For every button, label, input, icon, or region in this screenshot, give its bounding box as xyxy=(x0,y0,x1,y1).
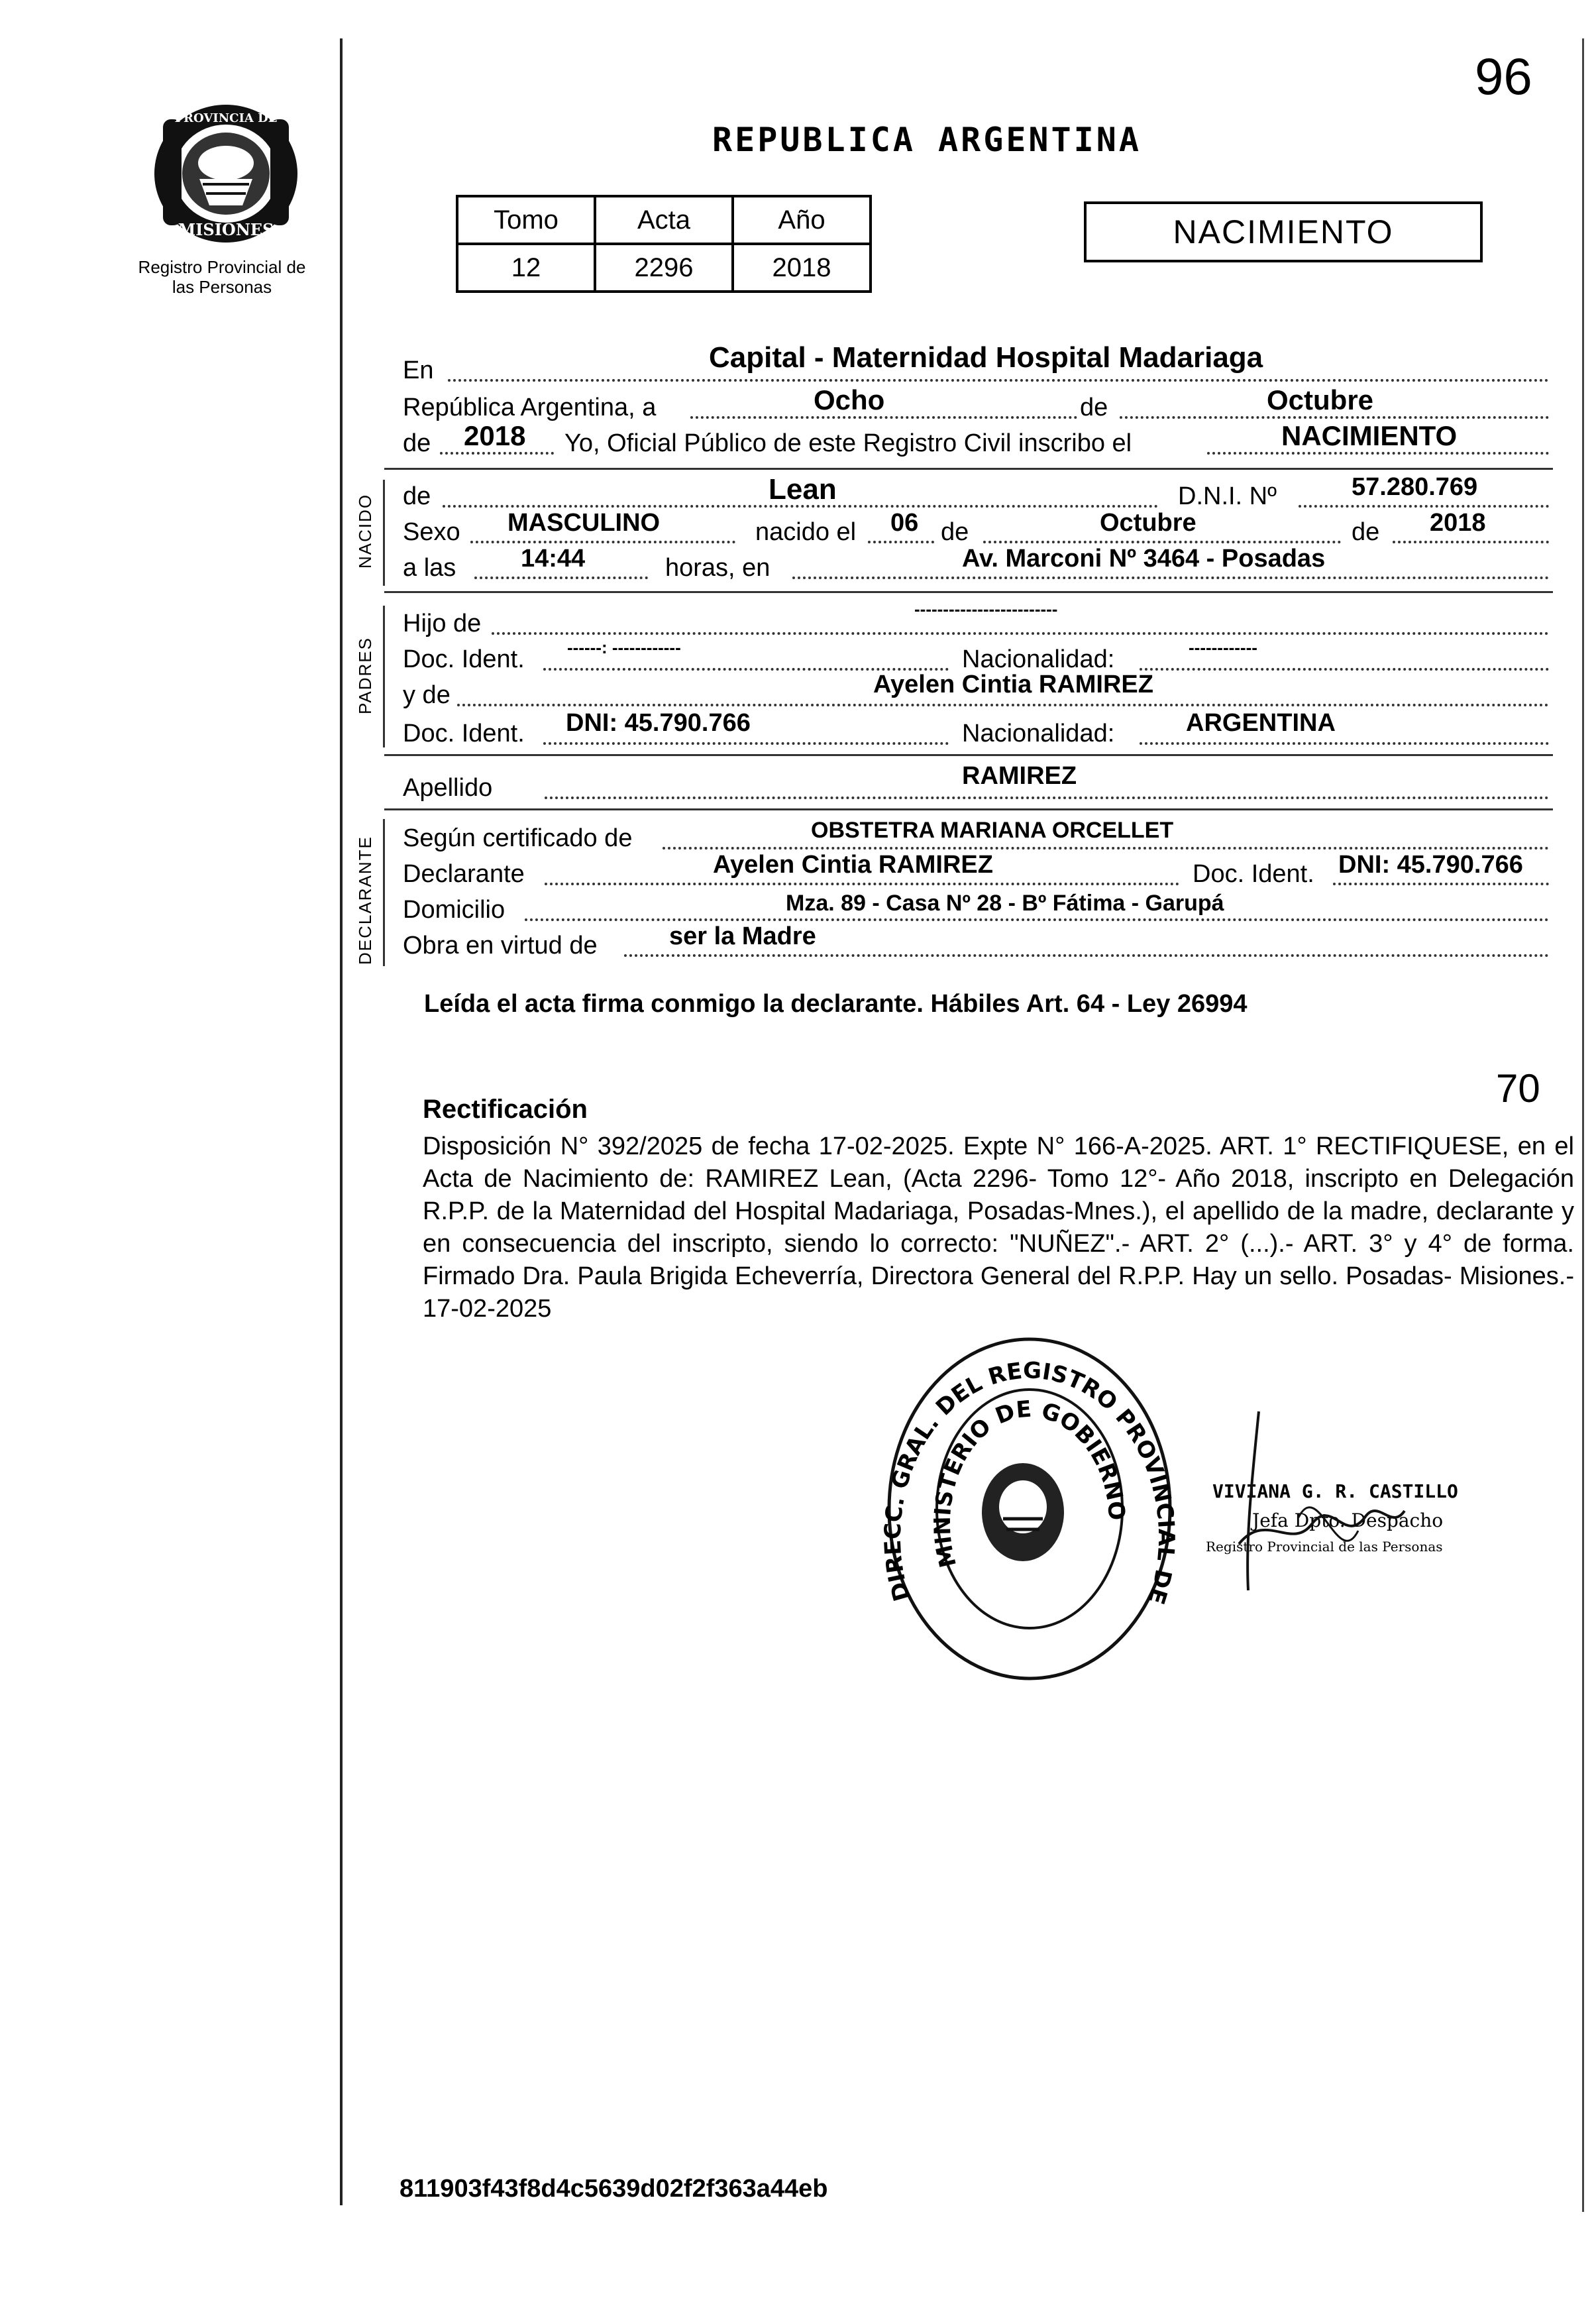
father-value: ------------------------- xyxy=(914,599,1058,619)
right-margin-line xyxy=(1582,38,1584,2212)
sexo-value: MASCULINO xyxy=(507,509,661,537)
dotted-line xyxy=(792,577,1549,579)
provincial-seal-icon xyxy=(150,99,302,248)
value-tomo: 12 xyxy=(457,244,595,292)
nacido-label: NACIDO xyxy=(355,493,375,569)
header-tomo: Tomo xyxy=(457,196,595,244)
dotted-line xyxy=(983,541,1341,543)
dotted-line xyxy=(1120,416,1549,419)
birth-place-value: Av. Marconi Nº 3464 - Posadas xyxy=(962,545,1326,573)
dotted-line xyxy=(690,416,1077,419)
rectificacion-body: Disposición N° 392/2025 de fecha 17-02-2025. Expte N° 166-A-2025. ART. 1° RECTIFIQUESE, en el Acta de Nacimiento de: RAMIREZ Lean, (Acta 2296- Tomo 12°- Año 2018, inscripto en Delegación R.P.P. de la Maternidad del Hospital Madariaga, Posadas-Mnes.), el apellido de la madre, declarante y en consecuencia del inscripto, siendo lo correcto: "NUÑEZ".- ART. 2° (...).- ART. 3° y 4° de forma. Firmado Dra. Paula Brigida Echeverría, Directora General del R.P.P. Hay un sello. Posadas- Misiones.- 17-02-2025 xyxy=(423,1132,1574,1323)
domicilio-value: Mza. 89 - Casa Nº 28 - Bº Fátima - Garupá xyxy=(786,891,1224,916)
section-separator xyxy=(384,754,1553,756)
dotted-line xyxy=(1393,541,1549,543)
domicilio-label: Domicilio xyxy=(403,896,505,924)
registry-logo xyxy=(150,99,302,248)
dotted-line xyxy=(545,797,1549,799)
declarante-bracket xyxy=(383,819,385,966)
closing-statement: Leída el acta firma conmigo la declarante. Hábiles Art. 64 - Ley 26994 xyxy=(424,990,1248,1018)
header-acta: Acta xyxy=(595,196,733,244)
dotted-line xyxy=(624,954,1549,957)
obra-value: ser la Madre xyxy=(669,922,816,950)
birth-month-value: Octubre xyxy=(1100,509,1197,537)
nacido-bracket xyxy=(383,480,385,586)
birth-day-value: 06 xyxy=(890,509,919,537)
cert-value: OBSTETRA MARIANA ORCELLET xyxy=(811,818,1174,843)
dotted-line xyxy=(448,379,1549,382)
time-value: 14:44 xyxy=(521,545,586,573)
section-separator xyxy=(384,468,1553,470)
registry-name: Registro Provincial de las Personas xyxy=(138,257,306,297)
record-table xyxy=(456,195,872,293)
nacionalidad-mother-label: Nacionalidad: xyxy=(962,720,1115,747)
dotted-line xyxy=(525,918,1549,921)
dotted-line xyxy=(474,577,648,579)
padres-bracket xyxy=(383,606,385,747)
dotted-line xyxy=(470,541,735,543)
month-value: Octubre xyxy=(1267,384,1374,415)
declarante-label: DECLARANTE xyxy=(355,836,375,965)
republica-label: República Argentina, a xyxy=(403,394,657,421)
left-margin-line xyxy=(340,38,343,2205)
padres-label: PADRES xyxy=(355,637,375,714)
dni-label: D.N.I. Nº xyxy=(1178,482,1277,510)
year-value: 2018 xyxy=(464,420,526,451)
obra-label: Obra en virtud de xyxy=(403,932,598,960)
inscribe-type-value: NACIMIENTO xyxy=(1281,420,1458,451)
father-nat-value: ------------ xyxy=(1189,637,1257,657)
a-las-label: a las xyxy=(403,554,456,582)
de-month-label: de xyxy=(941,518,969,546)
declarante-doc-value: DNI: 45.790.766 xyxy=(1338,851,1523,879)
sexo-label: Sexo xyxy=(403,518,460,546)
stamp-outer-text: DI . GRAL. DEL REGISTRO PROVIN DE xyxy=(884,1357,1175,1608)
value-acta: 2296 xyxy=(595,244,733,292)
dotted-line xyxy=(1299,505,1549,508)
dotted-line xyxy=(1207,452,1549,455)
rectificacion-title: Rectificación xyxy=(423,1095,588,1124)
nacionalidad-label: Nacionalidad: xyxy=(962,645,1115,673)
mother-doc-value: DNI: 45.790.766 xyxy=(566,709,751,737)
birth-year-value: 2018 xyxy=(1430,509,1486,537)
dotted-line xyxy=(545,883,1179,885)
seal-bottom-text: MISIONES xyxy=(178,220,274,239)
dotted-line xyxy=(868,541,934,543)
dotted-line xyxy=(1140,742,1549,745)
mother-nat-value: ARGENTINA xyxy=(1186,709,1336,737)
de-year-label: de xyxy=(403,429,431,457)
child-dni-value: 57.280.769 xyxy=(1352,473,1478,501)
inscribe-text: Yo, Oficial Público de este Registro Civil inscribo el xyxy=(564,429,1132,457)
dotted-line xyxy=(440,452,554,455)
declarante-name-value: Ayelen Cintia RAMIREZ xyxy=(713,851,993,879)
dotted-line xyxy=(492,632,1549,635)
cert-label: Según certificado de xyxy=(403,824,633,852)
section-separator xyxy=(384,808,1553,810)
record-type-box: NACIMIENTO xyxy=(1084,201,1483,262)
doc-ident-mother-label: Doc. Ident. xyxy=(403,720,525,747)
de-label: de xyxy=(1080,394,1108,421)
apellido-value: RAMIREZ xyxy=(962,762,1077,790)
signer-org: Registro Provincial de las Personas xyxy=(1206,1539,1443,1555)
father-doc-value: ------: ------------ xyxy=(567,637,681,657)
de-year2-label: de xyxy=(1352,518,1380,546)
dotted-line xyxy=(543,742,949,745)
mother-value: Ayelen Cintia RAMIREZ xyxy=(873,671,1153,698)
day-words-value: Ocho xyxy=(814,384,885,415)
header-ano: Año xyxy=(733,196,871,244)
seal-top-text: PROVINCIA DE xyxy=(174,111,278,125)
signer-name: VIVIANA G. R. CASTILLO xyxy=(1212,1480,1458,1502)
place-value: Capital - Maternidad Hospital Madariaga xyxy=(709,341,1263,374)
dotted-line xyxy=(1333,883,1549,885)
hijo-label: Hijo de xyxy=(403,610,482,637)
declarante-doc-label: Doc. Ident. xyxy=(1193,860,1314,888)
document-title: REPUBLICA ARGENTINA xyxy=(712,121,1142,159)
value-ano: 2018 xyxy=(733,244,871,292)
declarante-name-label: Declarante xyxy=(403,860,525,888)
dotted-line xyxy=(1140,668,1549,671)
child-name-value: Lean xyxy=(769,473,837,506)
nacido-de-label: de xyxy=(403,482,431,510)
official-stamp-icon xyxy=(884,1333,1175,1684)
page-number: 96 xyxy=(1475,47,1532,105)
stamp-inner-text: MINISTERIO DE GOBIERNO xyxy=(929,1396,1130,1570)
official-stamp xyxy=(884,1333,1175,1684)
signature-icon xyxy=(1206,1438,1517,1551)
section-separator xyxy=(384,591,1553,593)
horas-label: horas, en xyxy=(665,554,771,582)
document-hash: 811903f43f8d4c5639d02f2f363a44eb xyxy=(399,2175,828,2203)
dotted-line xyxy=(457,704,1549,706)
apellido-label: Apellido xyxy=(403,774,493,802)
signature-block xyxy=(1206,1478,1517,1590)
doc-ident-label: Doc. Ident. xyxy=(403,645,525,673)
y-de-label: y de xyxy=(403,681,451,709)
margin-number: 70 xyxy=(1496,1066,1540,1111)
nacido-el-label: nacido el xyxy=(755,518,857,546)
signer-title: Jefa Dpto. Despacho xyxy=(1252,1510,1444,1531)
dotted-line xyxy=(663,847,1549,850)
en-label: En xyxy=(403,357,434,384)
